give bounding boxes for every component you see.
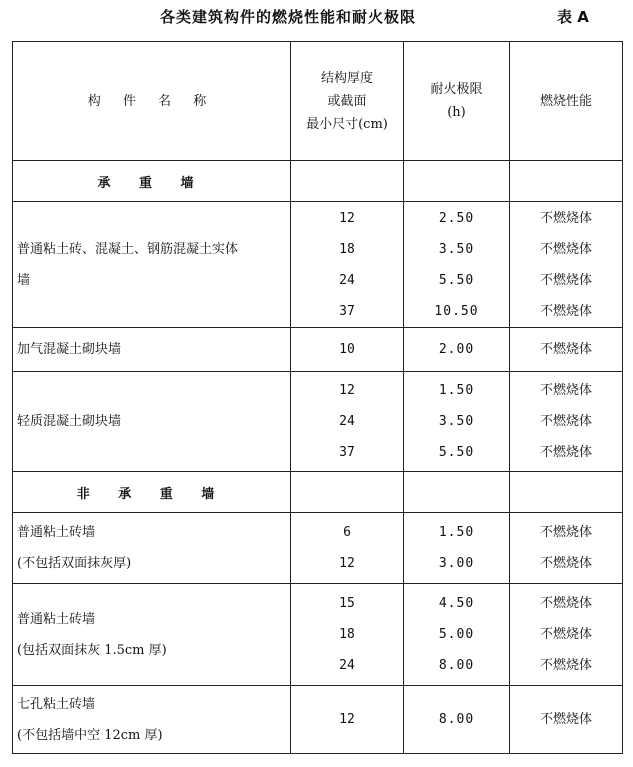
thickness-value: 24 xyxy=(339,272,355,288)
table-header-row xyxy=(13,42,623,161)
component-note: (不包括双面抹灰厚) xyxy=(17,556,132,571)
header-thickness-line1: 结构厚度 xyxy=(320,70,373,86)
table-row xyxy=(13,202,623,328)
component-name-cell xyxy=(13,372,291,472)
component-name-cell xyxy=(13,686,291,754)
fire-limit-value: 1.50 xyxy=(438,525,475,540)
performance-cell xyxy=(510,372,623,472)
component-name: 普通粘土砖、混凝土、钢筋混凝土实体 xyxy=(17,241,239,257)
thickness-cell xyxy=(291,372,404,472)
page-title: 各类建筑构件的燃烧性能和耐火极限 xyxy=(160,8,417,26)
fire-limit-value: 2.00 xyxy=(438,342,475,357)
performance-value: 不燃烧体 xyxy=(539,383,592,398)
component-name-cell xyxy=(13,513,291,584)
component-name: 轻质混凝土砌块墙 xyxy=(17,414,122,429)
performance-value: 不燃烧体 xyxy=(539,272,592,288)
header-limit-line2: (h) xyxy=(447,105,466,120)
thickness-cell xyxy=(291,513,404,584)
performance-cell xyxy=(510,686,623,754)
thickness-value: 12 xyxy=(339,210,355,226)
thickness-value: 37 xyxy=(339,303,355,319)
table-tag: 表 A xyxy=(557,8,589,26)
performance-value: 不燃烧体 xyxy=(539,525,592,540)
performance-cell xyxy=(510,513,623,584)
fire-limit-cell xyxy=(404,202,510,328)
header-component-name: 构 件 名 称 xyxy=(13,42,291,161)
thickness-value: 18 xyxy=(339,241,355,257)
fire-limit-value: 3.00 xyxy=(438,556,475,571)
table-row xyxy=(13,686,623,754)
fire-limit-value: 1.50 xyxy=(438,383,475,398)
performance-value: 不燃烧体 xyxy=(539,627,592,642)
thickness-value: 18 xyxy=(339,627,355,642)
fire-limit-cell xyxy=(404,584,510,686)
performance-value: 不燃烧体 xyxy=(539,414,592,429)
component-name-cell xyxy=(13,202,291,328)
performance-value: 不燃烧体 xyxy=(539,445,592,460)
fire-limit-cell xyxy=(404,513,510,584)
component-name-cont: 墙 xyxy=(17,272,31,288)
table-row xyxy=(13,513,623,584)
thickness-value: 12 xyxy=(339,712,355,727)
fire-limit-value: 8.00 xyxy=(438,658,475,673)
header-thickness xyxy=(291,42,404,161)
performance-value: 不燃烧体 xyxy=(539,596,592,611)
fire-limit-value: 3.50 xyxy=(438,241,475,257)
table-row xyxy=(13,328,623,372)
header-combustion-performance: 燃烧性能 xyxy=(510,42,623,161)
section-label-nonbearing: 非 承 重 墙 xyxy=(13,472,291,513)
performance-value: 不燃烧体 xyxy=(539,342,592,357)
thickness-value: 24 xyxy=(339,658,355,673)
component-name: 普通粘土砖墙 xyxy=(17,611,96,627)
component-name: 七孔粘土砖墙 xyxy=(17,696,96,712)
thickness-value: 6 xyxy=(343,525,351,540)
performance-cell xyxy=(510,328,623,372)
table-row xyxy=(13,584,623,686)
fire-limit-value: 8.00 xyxy=(438,712,475,727)
thickness-value: 12 xyxy=(339,383,355,398)
fire-limit-value: 5.00 xyxy=(438,627,475,642)
thickness-value: 12 xyxy=(339,556,355,571)
section-label-bearing: 承 重 墙 xyxy=(13,161,291,202)
component-name-cell xyxy=(13,584,291,686)
fire-limit-cell xyxy=(404,372,510,472)
header-thickness-line3: 最小尺寸(cm) xyxy=(306,116,388,132)
component-name: 普通粘土砖墙 xyxy=(17,525,96,540)
fire-limit-cell xyxy=(404,328,510,372)
fire-limit-value: 5.50 xyxy=(438,272,475,288)
thickness-cell xyxy=(291,202,404,328)
fire-limit-cell xyxy=(404,686,510,754)
thickness-cell xyxy=(291,328,404,372)
table-row xyxy=(13,372,623,472)
header-fire-limit xyxy=(404,42,510,161)
thickness-value: 37 xyxy=(339,445,355,460)
fire-limit-value: 2.50 xyxy=(438,210,475,226)
fire-resistance-table xyxy=(12,41,623,754)
fire-limit-value: 10.50 xyxy=(434,303,479,319)
performance-cell xyxy=(510,584,623,686)
performance-value: 不燃烧体 xyxy=(539,241,592,257)
section-row-nonbearing xyxy=(13,472,623,513)
thickness-value: 10 xyxy=(339,342,355,357)
header-limit-line1: 耐火极限 xyxy=(430,82,483,97)
section-row-bearing xyxy=(13,161,623,202)
performance-value: 不燃烧体 xyxy=(539,556,592,571)
component-note: (不包括墙中空 12cm 厚) xyxy=(17,727,163,743)
thickness-value: 24 xyxy=(339,414,355,429)
performance-value: 不燃烧体 xyxy=(539,658,592,673)
component-note: (包括双面抹灰 1.5cm 厚) xyxy=(17,642,167,658)
fire-limit-value: 4.50 xyxy=(438,596,475,611)
performance-value: 不燃烧体 xyxy=(539,712,592,727)
thickness-value: 15 xyxy=(339,596,355,611)
fire-limit-value: 3.50 xyxy=(438,414,475,429)
fire-limit-value: 5.50 xyxy=(438,445,475,460)
performance-cell xyxy=(510,202,623,328)
performance-value: 不燃烧体 xyxy=(539,303,592,319)
thickness-cell xyxy=(291,584,404,686)
component-name: 加气混凝土砌块墙 xyxy=(17,342,122,357)
header-thickness-line2: 或截面 xyxy=(327,93,367,109)
performance-value: 不燃烧体 xyxy=(539,210,592,226)
component-name-cell xyxy=(13,328,291,372)
thickness-cell xyxy=(291,686,404,754)
